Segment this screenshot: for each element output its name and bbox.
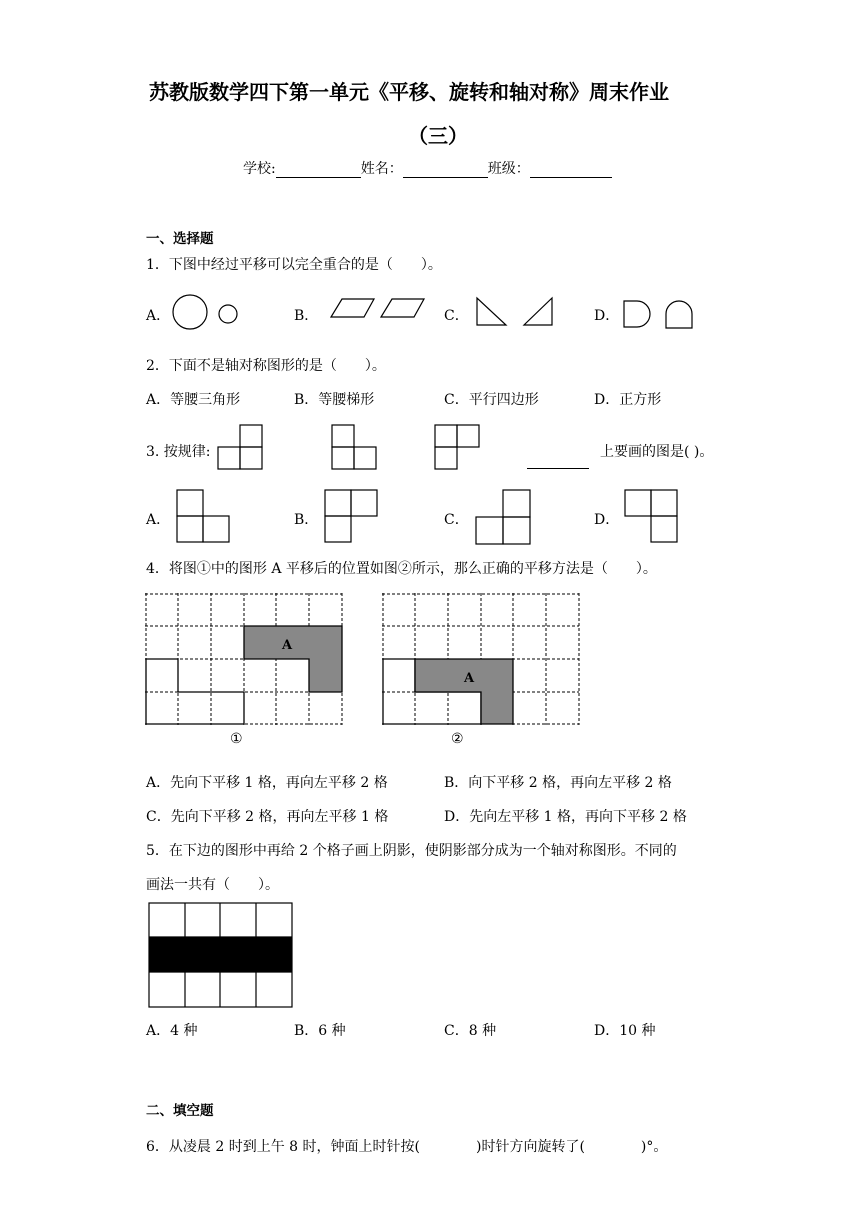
class-label: 班级： — [487, 161, 530, 177]
pattern-shape-3 — [434, 424, 480, 470]
question-1: 1．下图中经过平移可以完全重合的是（ ）。 — [146, 257, 442, 273]
shape-a-figure-2 — [415, 659, 513, 724]
two-d-shapes-icon — [623, 300, 695, 330]
name-blank[interactable] — [403, 162, 488, 178]
q3-option-d[interactable]: D． — [594, 512, 620, 528]
page-title: 苏教版数学四下第一单元《平移、旋转和轴对称》周末作业 — [149, 80, 669, 104]
q4-option-d[interactable]: D．先向左平移 1 格，再向下平移 2 格 — [444, 809, 687, 825]
q5-option-c[interactable]: C．8 种 — [444, 1023, 497, 1039]
q5-grid — [148, 902, 294, 1008]
q3-option-b-shape — [324, 489, 378, 543]
q5-option-b[interactable]: B．6 种 — [294, 1023, 346, 1039]
q5-option-a[interactable]: A．4 种 — [146, 1023, 198, 1039]
q3-option-a-shape — [176, 489, 230, 543]
q5-option-d[interactable]: D．10 种 — [594, 1023, 656, 1039]
question-6: 6．从凌晨 2 时到上午 8 时，钟面上时针按( )时针方向旋转了( )°。 — [146, 1139, 668, 1155]
q3-answer-blank[interactable] — [527, 468, 589, 469]
question-4: 4．将图①中的图形 A 平移后的位置如图②所示，那么正确的平移方法是（ ）。 — [146, 561, 657, 577]
page-subtitle: （三） — [408, 124, 468, 148]
q3-option-b[interactable]: B． — [294, 512, 319, 528]
school-blank[interactable] — [276, 162, 361, 178]
two-parallelograms-icon — [330, 298, 426, 320]
q2-option-b[interactable]: B．等腰梯形 — [294, 392, 375, 408]
section-heading-fill: 二、填空题 — [146, 1103, 214, 1119]
q4-option-c[interactable]: C．先向下平移 2 格，再向左平移 1 格 — [146, 809, 389, 825]
info-line — [243, 158, 612, 178]
figure-1-label: ① — [230, 731, 243, 747]
section-heading-choice: 一、选择题 — [146, 231, 214, 247]
q3-option-c[interactable]: C． — [444, 512, 469, 528]
question-5-line-1: 5．在下边的图形中再给 2 个格子画上阴影，使阴影部分成为一个轴对称图形。不同的 — [146, 843, 677, 859]
q3-option-d-shape — [624, 489, 678, 543]
pattern-shape-2 — [331, 424, 377, 470]
two-circles-icon — [172, 294, 242, 330]
question-5-line-2: 画法一共有（ ）。 — [146, 877, 279, 893]
q3-option-a[interactable]: A． — [146, 512, 171, 528]
pattern-shape-1 — [217, 424, 263, 470]
question-3-suffix: 上要画的图是( )。 — [600, 444, 714, 460]
q1-option-d[interactable]: D． — [594, 308, 620, 324]
school-label: 学校: — [243, 161, 276, 177]
q4-figure-2 — [382, 593, 582, 727]
shape-a-label-1: A — [281, 638, 293, 653]
shape-a-figure-1 — [244, 626, 342, 692]
q1-option-c[interactable]: C． — [444, 308, 469, 324]
question-2: 2．下面不是轴对称图形的是（ ）。 — [146, 358, 386, 374]
q2-option-d[interactable]: D．正方形 — [594, 392, 662, 408]
q4-figure-1 — [145, 593, 345, 727]
q2-option-a[interactable]: A．等腰三角形 — [146, 392, 241, 408]
figure-2-label: ② — [451, 731, 464, 747]
q4-option-a[interactable]: A．先向下平移 1 格，再向左平移 2 格 — [146, 775, 388, 791]
name-label: 姓名： — [360, 161, 403, 177]
two-triangles-icon — [476, 297, 556, 327]
q1-option-a[interactable]: A． — [146, 308, 171, 324]
question-3-prefix: 3. 按规律: — [146, 444, 211, 460]
q1-option-b[interactable]: B． — [294, 308, 319, 324]
q3-option-c-shape — [475, 489, 531, 545]
q2-option-c[interactable]: C．平行四边形 — [444, 392, 539, 408]
q4-option-b[interactable]: B．向下平移 2 格，再向左平移 2 格 — [444, 775, 672, 791]
class-blank[interactable] — [530, 162, 612, 178]
shape-a-label-2: A — [463, 671, 475, 686]
